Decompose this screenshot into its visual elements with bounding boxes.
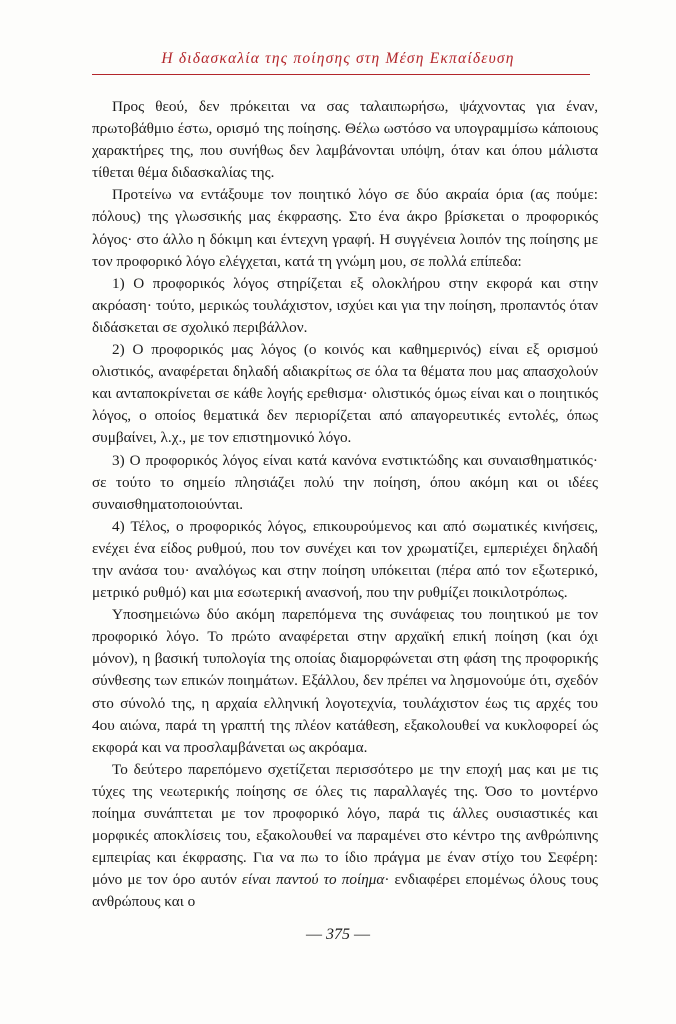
page-number-line bbox=[0, 926, 676, 944]
paragraph: Προτείνω να εντάξουμε τον ποιητικό λόγο σε δύο ακραία όρια (ας πούμε: πόλους) της γλωσσικής μας έκφρασης. Στο ένα άκρο βρίσκεται ο προφορικός λόγος· στο άλλο η δόκιμη και έντεχνη γραφή. Η συγγένεια λοιπόν της ποίησης με τον προφορικό λόγο ελέγχεται, κατά τη γνώμη μου, σε πολλά επίπεδα: bbox=[92, 186, 598, 270]
paragraph: 3) Ο προφορικός λόγος είναι κατά κανόνα ενστικτώδης και συναισθηματικός· σε τούτο το σημείο πλησιάζει πολύ την ποίηση, όπου ακόμη και οι ιδέες συναισθηματοποιούνται. bbox=[92, 451, 598, 513]
page-number: 375 bbox=[326, 926, 350, 943]
folio-dash-left: — bbox=[306, 926, 322, 943]
sefer-quote: είναι παντού το ποίημα bbox=[241, 871, 385, 889]
paragraph-last bbox=[92, 759, 598, 914]
paragraph-text: Το δεύτερο παρεπόμενο σχετίζεται περισσότερο με την εποχή μας και με τις τύχες της νεωτερικής ποίησης σε όλες τις παραλλαγές της. Όσο το μοντέρνο ποίημα συνάπτεται με τον προφορικό λόγο, παρά τις άλλες ουσιαστικές και μορφικές αποκλίσεις του, εξακολουθεί να παραμένει στο κέντρο της ανθρώπινης εμπειρίας και έκφρασης. Για να πω το ίδιο πράγμα με έναν στίχο του Σεφέρη: μόνο με τον όρο αυτόν bbox=[92, 760, 598, 889]
paragraph: 2) Ο προφορικός μας λόγος (ο κοινός και καθημερινός) είναι εξ ορισμού ολιστικός, αναφέρεται δηλαδή αδιακρίτως σε όλα τα θέματα που μας απασχολούν και ανταποκρίνεται σε κάθε λογής ερεθισμα· ολιστικός όμως είναι και ο ποιητικός λόγος, ο οποίος θεματικά δεν περιορίζεται από απαγορευτικές εντολές, όπως συμβαίνει, λ.χ., με τον επιστημονικό λόγο. bbox=[92, 341, 598, 447]
paragraph: 4) Τέλος, ο προφορικός λόγος, επικουρούμενος και από σωματικές κινήσεις, ενέχει ένα είδος ρυθμού, που τον συνέχει και τον χρωματίζει, εμπεριέχει δηλαδή την ανάσα του· αναλόγως και στην ποίηση υπόκειται (πέρα από τον εξωτερικό, μετρικό ρυθμό) και μια εσωτερική ανασνοή, που την ρυθμίζει ποικιλοτρόπως. bbox=[92, 517, 598, 602]
header-rule bbox=[92, 74, 590, 75]
paragraph-text: · ενδιαφέρει επομένως όλους τους ανθρώπους και ο bbox=[92, 871, 598, 911]
paragraph: Προς θεού, δεν πρόκειται να σας ταλαιπωρήσω, ψάχνοντας για έναν, πρωτοβάθμιο έστω, ορισμό της ποίησης. Θέλω ωστόσο να υπογραμμίσω κάποιους χαρακτήρες της, που συνήθως δεν λαμβάνονται υπόψη, όταν και όπου μάλιστα τίθεται θέμα διδασκαλίας της. bbox=[92, 98, 598, 182]
running-head: Η διδασκαλία της ποίησης στη Μέση Εκπαίδευση bbox=[161, 50, 515, 67]
paragraph: Υποσημειώνω δύο ακόμη παρεπόμενα της συνάφειας του ποιητικού με τον προφορικό λόγο. Το πρώτο αναφέρεται στην αρχαϊκή επική ποίηση (και όχι μόνον), η βασική τυπολογία της οποίας διαμορφώνεται στη φάση της προφορικής σύνθεσης των επικών ποιημάτων. Εξάλλου, δεν πρέπει να λησμονούμε ότι, σχεδόν στο σύνολό της, η αρχαία ελληνική λογοτεχνία, τουλάχιστον έως τις αρχές του 4ου αιώνα, παρά τη γραπτή της πλέον κατάθεση, εξακολουθεί να κυκλοφορεί ώς εκφορά και να προσλαμβάνεται ως ακρόαμα. bbox=[92, 606, 598, 756]
paragraph: 1) Ο προφορικός λόγος στηρίζεται εξ ολοκλήρου στην εκφορά και στην ακρόαση· τούτο, μερικώς τουλάχιστον, ισχύει και για την ποίηση, προπαντός όταν διδάσκεται σε σχολικό περιβάλλον. bbox=[92, 274, 598, 336]
body-text bbox=[92, 96, 598, 913]
folio-dash-right: — bbox=[354, 926, 370, 943]
